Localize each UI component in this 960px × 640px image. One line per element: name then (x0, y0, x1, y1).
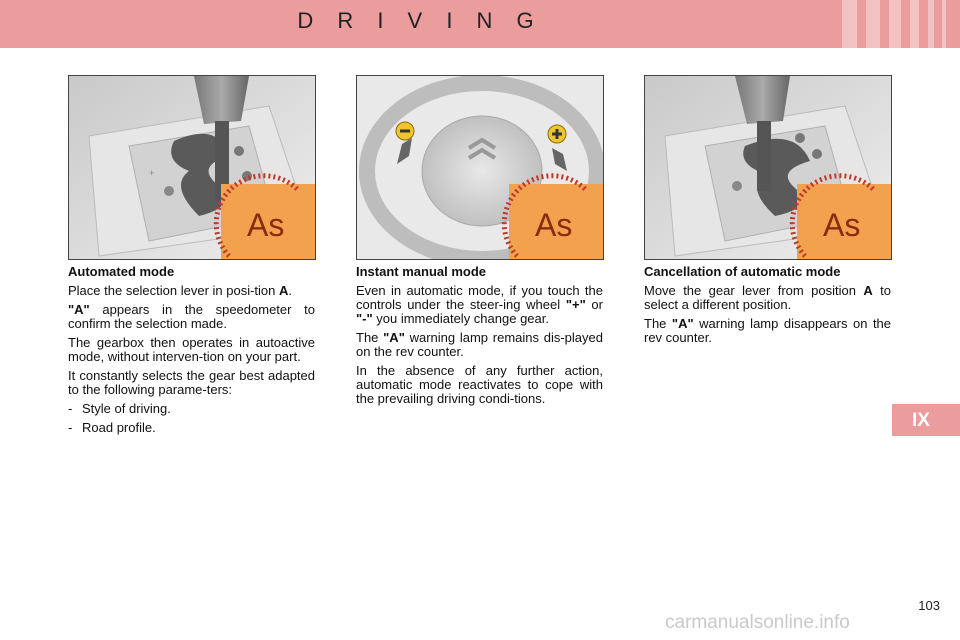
gear-lever-illustration (68, 75, 316, 260)
steering-wheel-illustration (356, 75, 604, 260)
list-item: - Style of driving. (68, 401, 171, 416)
paragraph: It constantly selects the gear best adapted to the following parame-ters: (68, 368, 315, 397)
chapter-tab-label: IX (912, 410, 930, 431)
page-header (0, 0, 960, 48)
rev-counter-readout: As (247, 207, 285, 243)
section-heading: Automated mode (68, 264, 175, 279)
gear-lever-illustration (644, 75, 892, 260)
instant-manual-mode-section (356, 265, 603, 411)
section-heading: Cancellation of automatic mode (644, 264, 841, 279)
rev-counter-readout: As (535, 207, 573, 243)
header-stripe (889, 0, 901, 48)
paragraph: In the absence of any further action, automatic mode reactivates to cope with the prevailing driving condi-tions. (356, 363, 603, 406)
paragraph: The "A" warning lamp remains dis-played on the rev counter. (356, 330, 603, 359)
paragraph: Place the selection lever in posi-tion A. (68, 283, 293, 298)
paragraph: The "A" warning lamp disappears on the rev counter. (644, 316, 892, 345)
rev-counter-readout: As (823, 207, 861, 243)
paragraph: The gearbox then operates in autoactive mode, without interven-tion on your part. (68, 335, 315, 364)
paragraph: Move the gear lever from position A to select a different position. (644, 283, 891, 312)
page-title: D R I V I N G (297, 8, 543, 33)
header-stripe (910, 0, 919, 48)
paragraph: "A" appears in the speedometer to confirm the selection made. (68, 302, 315, 331)
page-number: 103 (918, 598, 940, 613)
header-stripe (842, 0, 857, 48)
svg-text:+: + (149, 168, 155, 178)
cancellation-section (644, 265, 891, 350)
header-stripe (928, 0, 934, 48)
header-stripe (866, 0, 880, 48)
paragraph: Even in automatic mode, if you touch the controls under the steer-ing wheel "+" or "-" you immediately change gear. (356, 283, 603, 326)
header-stripe (942, 0, 946, 48)
watermark: carmanualsonline.info (665, 612, 850, 633)
section-heading: Instant manual mode (356, 264, 487, 279)
chapter-tab[interactable] (892, 404, 960, 436)
automated-mode-section (68, 265, 315, 440)
list-item: - Road profile. (68, 420, 156, 435)
